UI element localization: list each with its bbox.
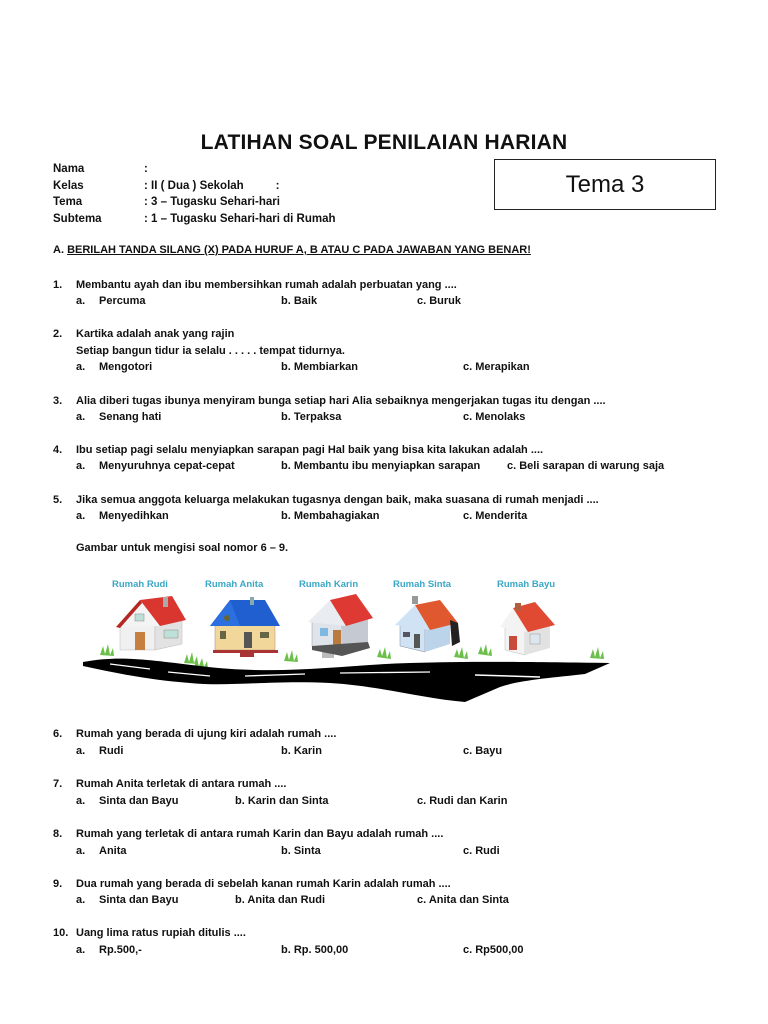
house-label-anita: Rumah Anita: [205, 579, 264, 590]
identity-label: Kelas: [53, 179, 84, 192]
option-c[interactable]: c. Menolaks: [463, 411, 526, 423]
question-4: [53, 444, 543, 456]
identity-value: :: [144, 163, 148, 175]
question-5-options: [76, 510, 716, 526]
question-3: [53, 395, 606, 407]
question-2: [53, 328, 234, 340]
option-c[interactable]: c. Beli sarapan di warung saja: [507, 460, 665, 472]
question-7-options: [76, 795, 716, 811]
option-a-letter: a.: [76, 295, 86, 307]
option-b[interactable]: b. Membiarkan: [281, 361, 359, 373]
question-text: Jika semua anggota keluarga melakukan tugasnya dengan baik, maka suasana di rumah menjadi ....: [76, 494, 599, 506]
instruction-text: BERILAH TANDA SILANG (X) PADA HURUF A, B ATAU C PADA JAWABAN YANG BENAR!: [67, 244, 531, 256]
identity-label: Nama: [53, 163, 85, 175]
option-c[interactable]: c. Menderita: [463, 510, 528, 522]
question-text: Dua rumah yang berada di sebelah kanan rumah Karin adalah rumah ....: [76, 878, 451, 890]
option-c[interactable]: c. Anita dan Sinta: [417, 894, 509, 906]
question-8: [53, 828, 443, 840]
option-c[interactable]: c. Bayu: [463, 745, 503, 757]
option-b[interactable]: b. Rp. 500,00: [281, 944, 349, 956]
identity-row-tema: [53, 194, 336, 211]
option-a-letter: a.: [76, 894, 86, 906]
identity-value: : 1 – Tugasku Sehari-hari di Rumah: [144, 212, 336, 225]
option-c[interactable]: c. Buruk: [417, 295, 462, 307]
option-c[interactable]: c. Rp500,00: [463, 944, 524, 956]
page-title: LATIHAN SOAL PENILAIAN HARIAN: [200, 131, 568, 154]
question-9-options: [76, 894, 716, 910]
option-a[interactable]: Senang hati: [99, 411, 162, 423]
picture-caption: Gambar untuk mengisi soal nomor 6 – 9.: [76, 542, 289, 554]
question-number: 9.: [53, 878, 63, 890]
question-2-options: [76, 361, 716, 377]
question-6: [53, 728, 336, 740]
house-label-sinta: Rumah Sinta: [393, 579, 452, 590]
question-10: [53, 927, 246, 939]
option-a[interactable]: Menyuruhnya cepat-cepat: [99, 460, 235, 472]
question-5: [53, 494, 599, 506]
section-a-instruction: [53, 244, 531, 256]
question-number: 2.: [53, 328, 63, 340]
student-identity-block: [53, 161, 336, 227]
option-b[interactable]: b. Membantu ibu menyiapkan sarapan: [281, 460, 481, 472]
question-text: Alia diberi tugas ibunya menyiram bunga setiap hari Alia sebaiknya mengerjakan tugas itu dengan ....: [76, 395, 606, 407]
identity-value: : 3 – Tugasku Sehari-hari: [144, 196, 280, 208]
option-b[interactable]: b. Baik: [281, 295, 318, 307]
option-a-letter: a.: [76, 510, 86, 522]
option-c[interactable]: c. Rudi dan Karin: [417, 795, 508, 807]
section-prefix: A.: [53, 244, 64, 256]
option-a-letter: a.: [76, 845, 86, 857]
question-text: Membantu ayah dan ibu membersihkan rumah adalah perbuatan yang ....: [76, 279, 457, 291]
question-1-options: [76, 295, 716, 311]
option-a-letter: a.: [76, 795, 86, 807]
question-number: 10.: [53, 927, 69, 939]
option-c[interactable]: c. Merapikan: [463, 361, 530, 373]
question-number: 4.: [53, 444, 63, 456]
question-number: 3.: [53, 395, 63, 407]
option-a[interactable]: Anita: [99, 845, 127, 857]
question-text: Ibu setiap pagi selalu menyiapkan sarapan pagi Hal baik yang bisa kita lakukan adalah ....: [76, 444, 544, 456]
question-7: [53, 778, 286, 790]
option-a[interactable]: Sinta dan Bayu: [99, 795, 179, 807]
question-text: Rumah yang terletak di antara rumah Karin dan Bayu adalah rumah ....: [76, 828, 444, 840]
option-a-letter: a.: [76, 944, 86, 956]
houses-illustration: [80, 570, 620, 715]
identity-label: Subtema: [53, 212, 102, 225]
option-a[interactable]: Rudi: [99, 745, 124, 757]
option-b[interactable]: b. Terpaksa: [281, 411, 342, 423]
question-number: 7.: [53, 778, 63, 790]
option-a[interactable]: Menyedihkan: [99, 510, 169, 522]
question-text: Kartika adalah anak yang rajin: [76, 328, 235, 340]
identity-row-nama: [53, 161, 336, 178]
question-number: 8.: [53, 828, 63, 840]
question-1: [53, 279, 457, 291]
house-sinta-icon: [395, 596, 460, 652]
house-anita-icon: [210, 597, 280, 657]
house-rudi-icon: [116, 596, 186, 650]
option-b[interactable]: b. Membahagiakan: [281, 510, 380, 522]
option-b[interactable]: b. Anita dan Rudi: [235, 894, 326, 906]
option-b[interactable]: b. Karin dan Sinta: [235, 795, 329, 807]
question-number: 1.: [53, 279, 63, 291]
question-number: 5.: [53, 494, 63, 506]
house-label-bayu: Rumah Bayu: [497, 579, 556, 590]
question-9: [53, 878, 451, 890]
identity-row-subtema: [53, 211, 336, 228]
question-6-options: [76, 745, 716, 761]
house-label-rudi: Rumah Rudi: [112, 579, 168, 590]
option-a[interactable]: Percuma: [99, 295, 146, 307]
question-3-options: [76, 411, 716, 427]
tema-box: Tema 3: [494, 159, 716, 210]
question-4-options: [76, 460, 716, 476]
identity-label: Tema: [53, 196, 83, 208]
option-a[interactable]: Sinta dan Bayu: [99, 894, 179, 906]
option-a[interactable]: Mengotori: [99, 361, 153, 373]
question-text: Uang lima ratus rupiah ditulis ....: [76, 927, 246, 939]
house-karin-icon: [308, 594, 373, 658]
question-number: 6.: [53, 728, 63, 740]
option-a-letter: a.: [76, 361, 86, 373]
option-b[interactable]: b. Karin: [281, 745, 322, 757]
question-2-line-2: Setiap bangun tidur ia selalu . . . . . tempat tidurnya.: [76, 345, 345, 357]
question-8-options: [76, 845, 716, 861]
house-label-karin: Rumah Karin: [299, 579, 359, 590]
road-icon: [83, 659, 610, 702]
identity-row-kelas: [53, 178, 336, 195]
house-bayu-icon: [500, 602, 555, 655]
question-text: Rumah Anita terletak di antara rumah ....: [76, 778, 287, 790]
question-10-options: [76, 944, 716, 960]
option-c[interactable]: c. Rudi: [463, 845, 500, 857]
option-b[interactable]: b. Sinta: [281, 845, 321, 857]
option-a-letter: a.: [76, 411, 86, 423]
option-a-letter: a.: [76, 745, 86, 757]
option-a[interactable]: Rp.500,-: [99, 944, 142, 956]
option-a-letter: a.: [76, 460, 86, 472]
question-text: Rumah yang berada di ujung kiri adalah rumah ....: [76, 728, 337, 740]
identity-value: : II ( Dua ) Sekolah :: [144, 179, 280, 192]
